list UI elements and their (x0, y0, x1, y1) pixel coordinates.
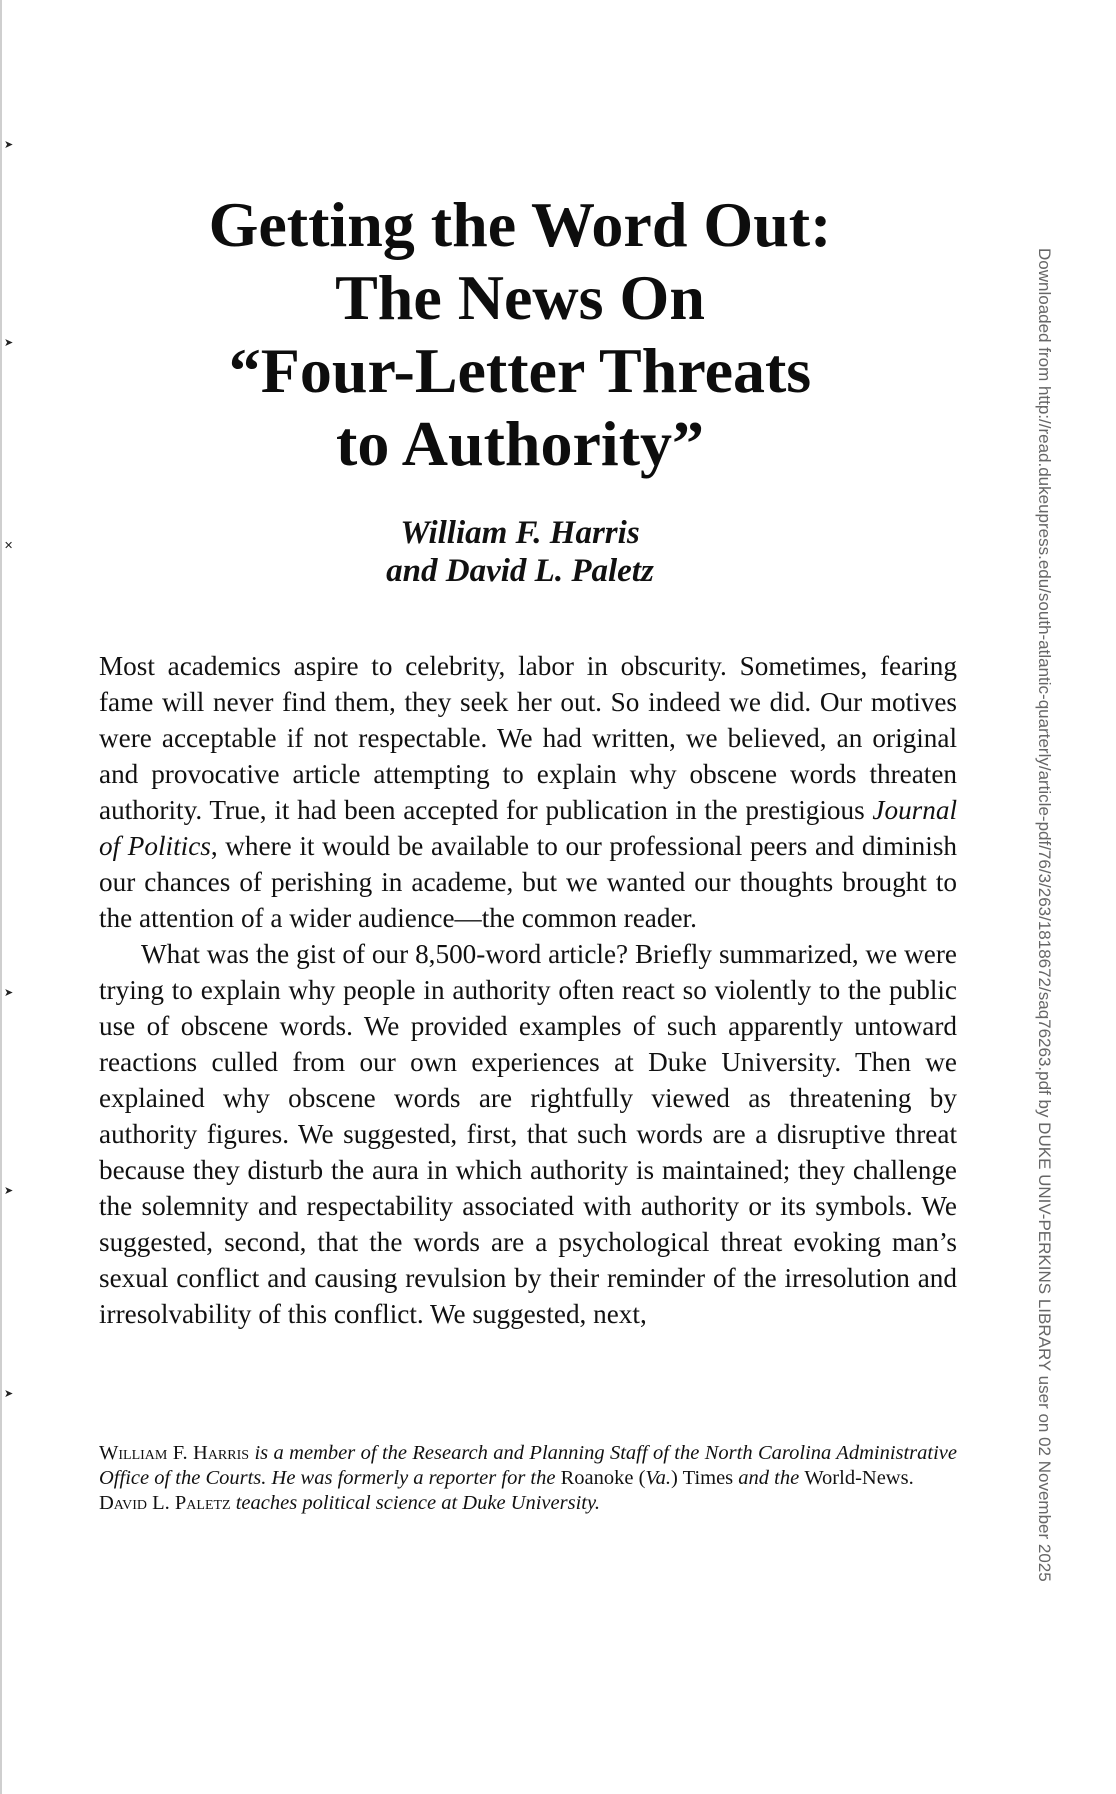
footnote-text: . (908, 1467, 914, 1489)
author-footnote (99, 1441, 957, 1516)
margin-arrow-icon: ➤ (4, 986, 14, 999)
article-title (100, 188, 940, 480)
article-body (99, 648, 957, 1332)
author-line: and David L. Paletz (386, 553, 654, 589)
body-paragraph-1 (99, 648, 957, 936)
footnote-author-name: William F. Harris (99, 1442, 250, 1464)
title-line: to Authority” (336, 408, 704, 479)
footnote-text: ( (633, 1467, 646, 1489)
title-line: The News On (335, 262, 705, 333)
footnote-harris (99, 1441, 957, 1491)
footnote-text: is a member of the Research and Planning Staff of the North Carolina Administrative Office of the Courts. He was formerly a reporter for the (99, 1442, 958, 1489)
body-text-run: , where it would be available to our professional peers and diminish our chances of perishing in academe, but we wanted our thoughts brought to the attention of a wider audience—the common reader. (99, 831, 958, 933)
download-watermark: Downloaded from http://read.dukeupress.edu/south-atlantic-quarterly/article-pdf/76/3/263/1818672/saq76263.pdf by DUKE UNIV-PERKINS LIBRARY user on 02 November 2025 (1035, 248, 1054, 1582)
title-line: “Four-Letter Threats (228, 335, 812, 406)
margin-arrow-icon: ➤ (4, 138, 14, 151)
footnote-text: ) (671, 1467, 683, 1489)
footnote-paper-name: Times (682, 1467, 734, 1489)
footnote-text: teaches political science at Duke University. (230, 1492, 601, 1514)
page-edge (0, 0, 2, 1794)
margin-arrow-icon: ✕ (4, 539, 14, 552)
margin-arrow-icon: ➤ (4, 1184, 14, 1197)
footnote-state: Va. (645, 1467, 672, 1489)
journal-title: Journal of Politics (99, 795, 957, 861)
footnote-author-name: David L. Paletz (99, 1492, 231, 1514)
margin-arrow-icon: ➤ (4, 1387, 14, 1400)
author-line: William F. Harris (400, 515, 640, 551)
footnote-text: and the (733, 1467, 805, 1489)
margin-arrow-icon: ➤ (4, 336, 14, 349)
footnote-paper-name: World-News (804, 1467, 909, 1489)
body-text-run: Most academics aspire to celebrity, labor in obscurity. Sometimes, fearing fame will never find them, they seek her out. So indeed we did. Our motives were acceptable if not respectable. We had written, we believed, an original and provocative article attempting to explain why obscene words threaten authority. True, it had been accepted for publication in the prestigious (99, 651, 957, 825)
article-authors (100, 514, 940, 590)
footnote-paletz (99, 1491, 957, 1516)
footnote-paper-name: Roanoke (560, 1467, 634, 1489)
title-line: Getting the Word Out: (208, 189, 832, 260)
body-paragraph-2: What was the gist of our 8,500-word article? Briefly summarized, we were trying to explain why people in authority often react so violently to the public use of obscene words. We provided examples of such apparently untoward reactions culled from our own experiences at Duke University. Then we explained why obscene words are rightfully viewed as threatening by authority figures. We suggested, first, that such words are a disruptive threat because they disturb the aura in which authority is maintained; they challenge the solemnity and respectability associated with authority or its symbols. We suggested, second, that the words are a psychological threat evoking man’s sexual conflict and causing revulsion by their reminder of the irresolution and irresolvability of this conflict. We suggested, next, (99, 939, 957, 1329)
